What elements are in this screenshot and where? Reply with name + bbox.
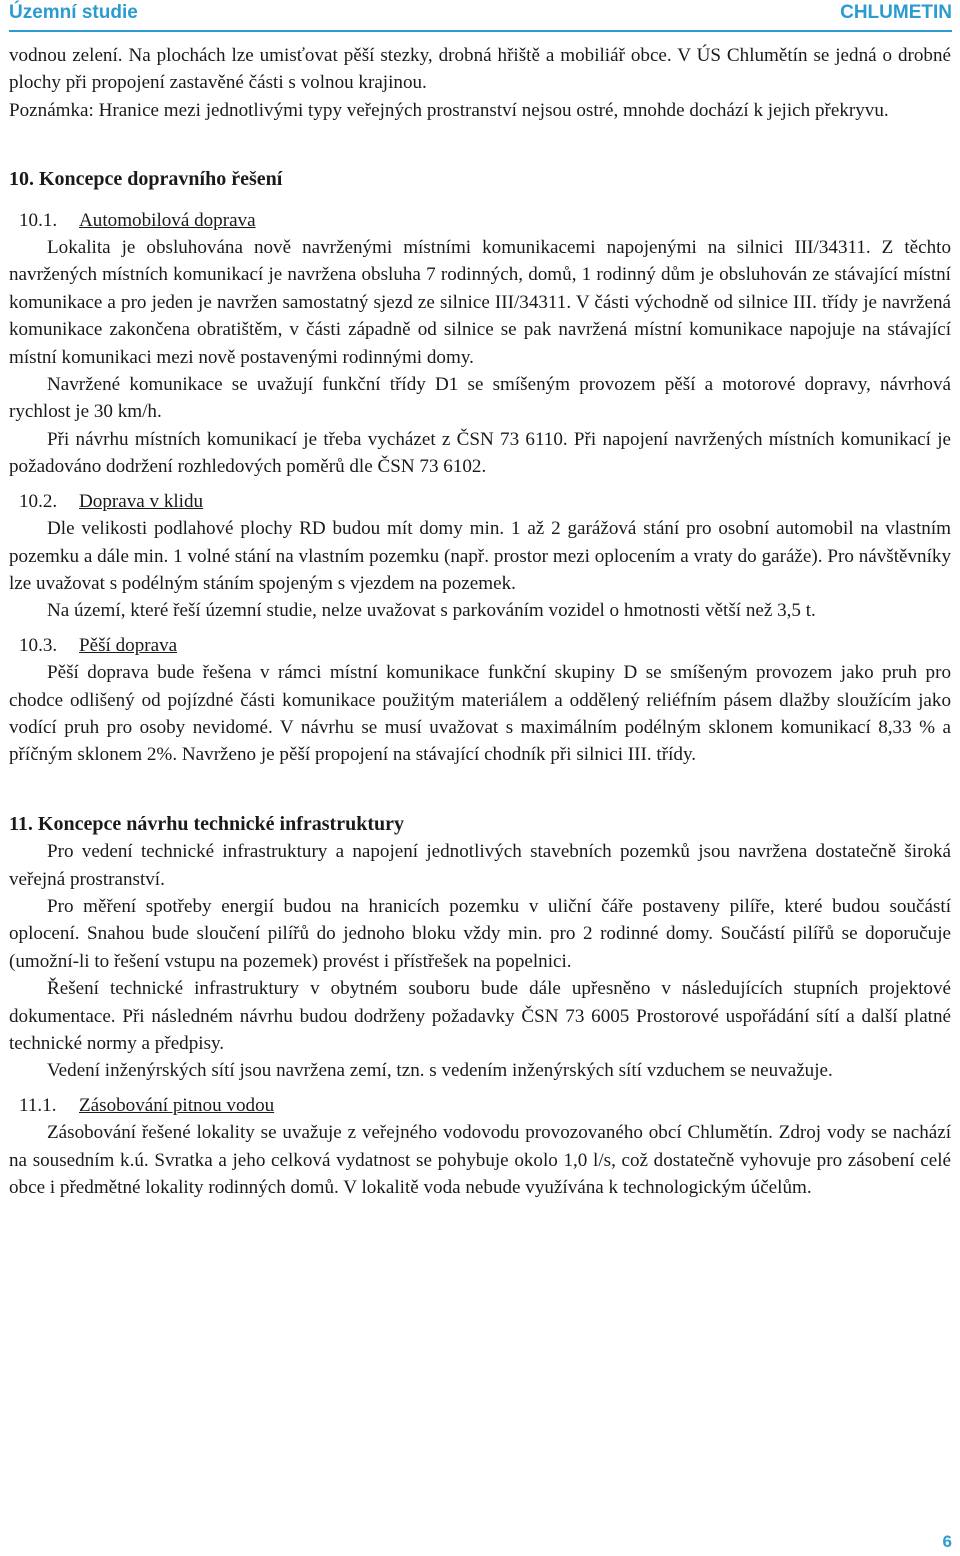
paragraph-11-d: Vedení inženýrských sítí jsou navržena zemí, tzn. s vedením inženýrských sítí vzduchem se neuvažuje. [47,1060,833,1082]
paragraph-11-c: Řešení technické infrastruktury v obytném souboru bude dále upřesněno v následujících stupních projektové dokumentace. Při následném návrhu budou dodrženy požadavky ČSN 73 6005 Prostorové uspořádání sítí a další platné technické normy a předpisy. [9,978,951,1054]
page-number: 6 [942,1532,952,1551]
paragraph-10-1-c: Při návrhu místních komunikací je třeba vycházet z ČSN 73 6110. Při napojení navržených místních komunikací je požadováno dodržení rozhledových poměrů dle ČSN 73 6102. [9,428,951,478]
subsection-11-1-number: 11.1. [19,1094,57,1116]
subsection-10-3-title: Pěší doprava [79,634,178,656]
paragraph-11-a: Pro vedení technické infrastruktury a napojení jednotlivých stavebních pozemků jsou navržena dostatečně široká veřejná prostranství. [9,841,951,890]
subsection-10-1-title: Automobilová doprava [79,209,256,231]
subsection-11-1-heading [9,1092,951,1119]
paragraph-10-2-b: Na území, které řeší územní studie, nelze uvažovat s parkováním vozidel o hmotnosti větší než 3,5 t. [47,600,816,622]
paragraph-10-1-b: Navržené komunikace se uvažují funkční třídy D1 se smíšeným provozem pěší a motorové dopravy, návrhová rychlost je 30 km/h. [9,374,951,423]
section-10-heading: 10. Koncepce dopravního řešení [9,168,283,191]
subsection-10-2-heading [9,488,951,515]
document-body [9,42,951,1201]
paragraph-note: Poznámka: Hranice mezi jednotlivými typy veřejných prostranství nejsou ostré, mnohde dochází k jejich překryvu. [9,99,889,121]
subsection-10-1-heading [9,207,951,234]
header-title: Územní studie [9,2,138,23]
header-rule [9,30,952,32]
paragraph-11-1-a: Zásobování řešené lokality se uvažuje z veřejného vodovodu provozovaného obcí Chlumětín. Zdroj vody se nachází na sousedním k.ú. Svratka a jeho celková vydatnost se pohybuje okolo 1,0 l/s, což dostatečně vyhovuje pro zásobení celé obce i předmětné lokality rodinných domů. V lokalitě voda nebude využívána k technologickým účelům. [9,1122,951,1199]
paragraph-10-3-a: Pěší doprava bude řešena v rámci místní komunikace funkční skupiny D se smíšeným provozem jako pruh pro chodce odlišený od pojízdné části komunikace použitým materiálem a oddělený reliéfním pásem dlažby sloužícím jako vodící pruh pro osoby nevidomé. V návrhu se musí uvažovat s maximálním podélným sklonem komunikací 8,33 % a příčným sklonem 2%. Navrženo je pěší propojení na stávající chodník při silnici III. třídy. [9,662,951,766]
header-place: CHLUMETIN [840,2,952,23]
subsection-10-1-number: 10.1. [19,209,58,231]
subsection-10-3-number: 10.3. [19,634,58,656]
subsection-10-2-number: 10.2. [19,490,58,512]
paragraph-11-b: Pro měření spotřeby energií budou na hranicích pozemku v uliční čáře postaveny pilíře, které budou součástí oplocení. Snahou bude sloučení pilířů do jednoho bloku vždy min. pro 2 rodinné domy. Součástí pilířů se doporučuje (umožní-li to řešení vstupu na pozemek) provést i přístřešek na popelnici. [9,895,951,972]
page-header [0,0,960,30]
subsection-10-3-heading [9,632,951,659]
paragraph-intro: vodnou zelení. Na plochách lze umisťovat pěší stezky, drobná hřiště a mobiliář obce. V ÚS Chlumětín se jedná o drobné plochy při propojení zastavěné části s volnou krajinou. [9,45,951,94]
paragraph-10-2-a: Dle velikosti podlahové plochy RD budou mít domy min. 1 až 2 garážová stání pro osobní automobil na vlastním pozemku a dále min. 1 volné stání na vlastním pozemku (např. prostor mezi oplocením a vraty do garáže). Pro návštěvníky lze uvažovat s podélným stáním spojeným s vjezdem na pozemek. [9,518,951,594]
section-11-heading: 11. Koncepce návrhu technické infrastruktury [9,812,404,835]
paragraph-10-1-a: Lokalita je obsluhována nově navrženými místními komunikacemi napojenými na silnici III/34311. Z těchto navržených místních komunikací je navržena obsluha 7 rodinných, domů, 1 rodinný dům je obsluhován ze stávající místní komunikace a pro jeden je navržen samostatný sjezd ze silnice III/34311. V části východně od silnice III. třídy je navržená komunikace zakončena obratištěm, v části západně od silnice se pak navržená místní komunikace napojuje na stávající místní komunikaci mezi nově postavenými rodinnými domy. [9,237,951,368]
subsection-10-2-title: Doprava v klidu [79,490,204,512]
subsection-11-1-title: Zásobování pitnou vodou [79,1094,275,1116]
